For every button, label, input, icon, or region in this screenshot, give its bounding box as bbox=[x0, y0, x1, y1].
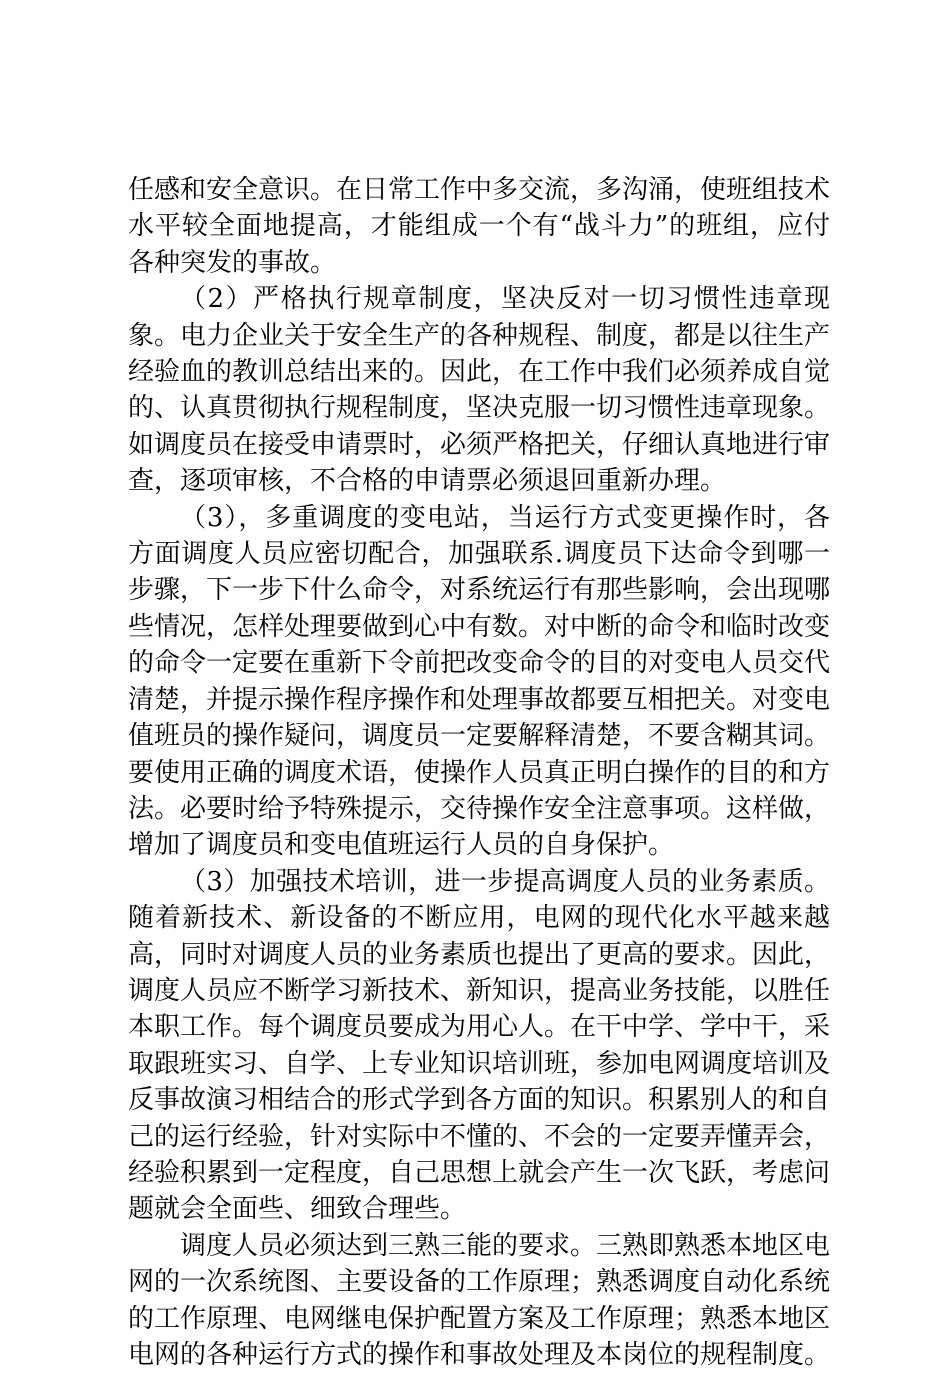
paragraph-multi-dispatch: （3），多重调度的变电站，当运行方式变更操作时，各方面调度人员应密切配合，加强联系.调度员下达命令到哪一步骤，下一步下什么命令，对系统运行有那些影响，会出现哪些情况，怎样处理要做到心中有数。对中断的命令和临时改变的命令一定要在重新下令前把改变命令的目的对变电人员交代清楚，并提示操作程序操作和处理事故都要互相把关。对变电值班员的操作疑问，调度员一定要解释清楚，不要含糊其词。要使用正确的调度术语，使操作人员真正明白操作的目的和方法。必要时给予特殊提示，交待操作安全注意事项。这样做，增加了调度员和变电值班运行人员的自身保护。 bbox=[128, 502, 831, 861]
document-body bbox=[128, 172, 830, 1373]
paragraph-continuation: 任感和安全意识。在日常工作中多交流，多沟涌，使班组技术水平较全面地提高，才能组成一个有“战斗力”的班组，应付各种突发的事故。 bbox=[128, 175, 831, 278]
paragraph-strict-rules: （2）严格执行规章制度，坚决反对一切习惯性违章现象。电力企业关于安全生产的各种规程、制度，都是以往生产经验血的教训总结出来的。因此，在工作中我们必须养成自觉的、认真贯彻执行规程制度，坚决克服一切习惯性违章现象。如调度员在接受申请票时，必须严格把关，仔细认真地进行审查，逐项审核，不合格的申请票必须退回重新办理。 bbox=[128, 284, 831, 497]
paragraph-three-familiar: 调度人员必须达到三熟三能的要求。三熟即熟悉本地区电网的一次系统图、主要设备的工作原理；熟悉调度自动化系统的工作原理、电网继电保护配置方案及工作原理；熟悉本地区电网的各种运行方式的操作和事故处理及本岗位的规程制度。 bbox=[128, 1230, 831, 1370]
paragraph-technical-training: （3）加强技术培训，进一步提高调度人员的业务素质。随着新技术、新设备的不断应用，电网的现代化水平越来越高，同时对调度人员的业务素质也提出了更高的要求。因此，调度人员应不断学习新技术、新知识，提高业务技能，以胜任本职工作。每个调度员要成为用心人。在干中学、学中干，采取跟班实习、自学、上专业知识培训班，参加电网调度培训及反事故演习相结合的形式学到各方面的知识。积累别人的和自己的运行经验，针对实际中不懂的、不会的一定要弄懂弄会，经验积累到一定程度，自己思想上就会产生一次飞跃，考虑问题就会全面些、细致合理些。 bbox=[128, 866, 831, 1225]
